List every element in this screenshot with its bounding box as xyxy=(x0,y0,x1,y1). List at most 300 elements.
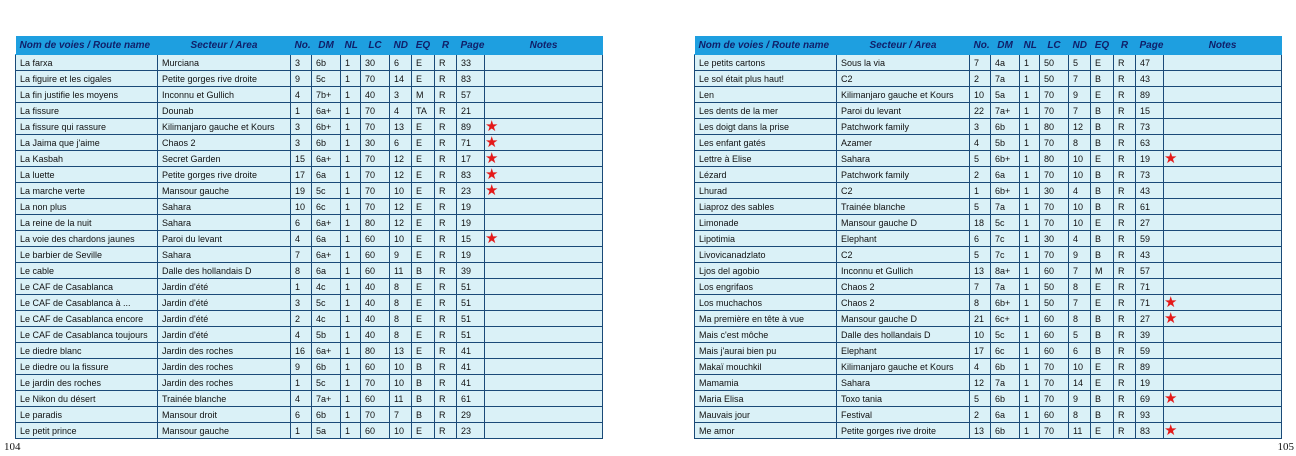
cell-name: Le barbier de Seville xyxy=(16,247,158,263)
cell-page: 41 xyxy=(457,359,485,375)
cell-nl: 1 xyxy=(1020,391,1040,407)
cell-page: 41 xyxy=(457,375,485,391)
col-header-nd: ND xyxy=(1069,37,1091,55)
cell-r: R xyxy=(435,55,457,71)
cell-r: R xyxy=(435,423,457,439)
cell-area: Sahara xyxy=(158,247,291,263)
cell-no: 10 xyxy=(291,199,312,215)
star-icon: ★ xyxy=(485,182,499,199)
cell-dm: 6a xyxy=(312,231,341,247)
col-header-name: Nom de voies / Route name xyxy=(695,37,837,55)
cell-page: 61 xyxy=(1136,199,1164,215)
star-icon: ★ xyxy=(485,150,499,167)
table-row xyxy=(16,231,603,247)
star-icon: ★ xyxy=(485,134,499,151)
cell-name: La Kasbah xyxy=(16,151,158,167)
cell-area: Jardin des roches xyxy=(158,375,291,391)
cell-dm: 6a+ xyxy=(312,103,341,119)
table-row xyxy=(16,263,603,279)
cell-dm: 5a xyxy=(991,87,1020,103)
table-row xyxy=(16,119,603,135)
cell-page: 93 xyxy=(1136,407,1164,423)
cell-page: 23 xyxy=(457,183,485,199)
cell-dm: 4c xyxy=(312,279,341,295)
table-row xyxy=(16,71,603,87)
table-row xyxy=(695,167,1282,183)
cell-nd: 12 xyxy=(1069,119,1091,135)
cell-dm: 5b xyxy=(991,135,1020,151)
cell-nl: 1 xyxy=(341,407,361,423)
cell-nd: 9 xyxy=(1069,391,1091,407)
cell-r: R xyxy=(1114,103,1136,119)
cell-notes xyxy=(1164,407,1282,423)
table-row xyxy=(695,359,1282,375)
cell-nl: 1 xyxy=(1020,167,1040,183)
cell-no: 4 xyxy=(970,135,991,151)
cell-nd: 9 xyxy=(1069,247,1091,263)
cell-page: 19 xyxy=(457,247,485,263)
cell-lc: 70 xyxy=(361,375,390,391)
cell-area: Kilimanjaro gauche et Kours xyxy=(837,87,970,103)
table-row xyxy=(16,311,603,327)
cell-area: Sahara xyxy=(837,151,970,167)
cell-dm: 6b+ xyxy=(991,151,1020,167)
cell-notes xyxy=(1164,263,1282,279)
cell-eq: B xyxy=(1091,247,1114,263)
cell-no: 3 xyxy=(291,55,312,71)
cell-name: Les dents de la mer xyxy=(695,103,837,119)
cell-nd: 10 xyxy=(390,359,412,375)
cell-lc: 70 xyxy=(361,183,390,199)
cell-no: 13 xyxy=(970,423,991,439)
cell-page: 19 xyxy=(1136,151,1164,167)
cell-dm: 6c xyxy=(312,199,341,215)
cell-nd: 14 xyxy=(1069,375,1091,391)
cell-r: R xyxy=(435,215,457,231)
cell-page: 51 xyxy=(457,295,485,311)
cell-eq: M xyxy=(412,87,435,103)
cell-r: R xyxy=(1114,151,1136,167)
cell-area: Petite gorges rive droite xyxy=(158,167,291,183)
cell-r: R xyxy=(435,343,457,359)
cell-dm: 6a xyxy=(991,167,1020,183)
cell-nl: 1 xyxy=(1020,199,1040,215)
cell-page: 23 xyxy=(457,423,485,439)
cell-area: Festival xyxy=(837,407,970,423)
table-row xyxy=(695,311,1282,327)
cell-no: 9 xyxy=(291,71,312,87)
cell-no: 17 xyxy=(970,343,991,359)
star-icon: ★ xyxy=(485,166,499,183)
cell-dm: 6a+ xyxy=(312,151,341,167)
cell-notes xyxy=(485,311,603,327)
cell-page: 39 xyxy=(457,263,485,279)
cell-lc: 70 xyxy=(1040,215,1069,231)
col-header-no: No. xyxy=(970,37,991,55)
cell-r: R xyxy=(1114,247,1136,263)
cell-eq: B xyxy=(1091,119,1114,135)
cell-nd: 12 xyxy=(390,215,412,231)
cell-nd: 8 xyxy=(390,279,412,295)
cell-eq: E xyxy=(412,231,435,247)
cell-notes xyxy=(1164,423,1282,439)
cell-eq: E xyxy=(1091,87,1114,103)
col-header-page: Page xyxy=(457,37,485,55)
cell-area: Murciana xyxy=(158,55,291,71)
cell-no: 15 xyxy=(291,151,312,167)
cell-page: 15 xyxy=(1136,103,1164,119)
cell-page: 57 xyxy=(457,87,485,103)
cell-no: 3 xyxy=(970,119,991,135)
cell-lc: 70 xyxy=(1040,199,1069,215)
cell-notes xyxy=(1164,199,1282,215)
cell-nd: 7 xyxy=(390,407,412,423)
cell-name: Lipotimia xyxy=(695,231,837,247)
cell-area: Azamer xyxy=(837,135,970,151)
cell-r: R xyxy=(435,167,457,183)
table-row xyxy=(695,423,1282,439)
cell-no: 8 xyxy=(291,263,312,279)
cell-area: Mansour gauche xyxy=(158,183,291,199)
cell-no: 1 xyxy=(291,423,312,439)
cell-page: 71 xyxy=(1136,295,1164,311)
cell-page: 29 xyxy=(457,407,485,423)
cell-nd: 10 xyxy=(390,423,412,439)
cell-lc: 30 xyxy=(361,55,390,71)
cell-name: Maria Elisa xyxy=(695,391,837,407)
cell-dm: 6b xyxy=(991,391,1020,407)
cell-name: La fin justifie les moyens xyxy=(16,87,158,103)
cell-area: Sous la via xyxy=(837,55,970,71)
cell-area: Jardin d'été xyxy=(158,327,291,343)
cell-dm: 7a xyxy=(991,279,1020,295)
cell-nd: 4 xyxy=(1069,231,1091,247)
cell-lc: 80 xyxy=(1040,119,1069,135)
cell-area: Toxo tania xyxy=(837,391,970,407)
cell-nd: 10 xyxy=(1069,167,1091,183)
cell-r: R xyxy=(1114,119,1136,135)
cell-no: 10 xyxy=(970,327,991,343)
col-header-dm: DM xyxy=(312,37,341,55)
cell-notes xyxy=(485,119,603,135)
cell-page: 19 xyxy=(457,215,485,231)
cell-lc: 50 xyxy=(1040,279,1069,295)
cell-r: R xyxy=(1114,375,1136,391)
cell-r: R xyxy=(435,359,457,375)
cell-nl: 1 xyxy=(1020,55,1040,71)
star-icon: ★ xyxy=(1164,390,1178,407)
cell-eq: E xyxy=(412,327,435,343)
cell-nd: 8 xyxy=(1069,311,1091,327)
cell-nl: 1 xyxy=(341,327,361,343)
col-header-nl: NL xyxy=(341,37,361,55)
cell-dm: 5c xyxy=(312,375,341,391)
cell-area: Jardin d'été xyxy=(158,311,291,327)
cell-lc: 70 xyxy=(1040,391,1069,407)
cell-notes xyxy=(485,407,603,423)
cell-page: 71 xyxy=(457,135,485,151)
cell-r: R xyxy=(435,71,457,87)
cell-lc: 60 xyxy=(1040,407,1069,423)
cell-nd: 9 xyxy=(390,247,412,263)
cell-dm: 7a+ xyxy=(312,391,341,407)
cell-name: Me amor xyxy=(695,423,837,439)
cell-eq: E xyxy=(412,119,435,135)
cell-nl: 1 xyxy=(341,87,361,103)
cell-dm: 7a+ xyxy=(991,103,1020,119)
cell-eq: E xyxy=(412,215,435,231)
cell-nd: 8 xyxy=(390,311,412,327)
cell-notes xyxy=(485,103,603,119)
cell-nd: 8 xyxy=(1069,279,1091,295)
cell-no: 6 xyxy=(970,231,991,247)
cell-nd: 12 xyxy=(390,167,412,183)
cell-nd: 5 xyxy=(1069,55,1091,71)
cell-name: Limonade xyxy=(695,215,837,231)
cell-r: R xyxy=(435,263,457,279)
cell-page: 51 xyxy=(457,279,485,295)
cell-nd: 12 xyxy=(390,199,412,215)
cell-dm: 6c xyxy=(991,343,1020,359)
cell-eq: B xyxy=(1091,327,1114,343)
cell-name: Lézard xyxy=(695,167,837,183)
cell-no: 1 xyxy=(970,183,991,199)
table-row xyxy=(695,407,1282,423)
col-header-eq: EQ xyxy=(1091,37,1114,55)
cell-dm: 8a+ xyxy=(991,263,1020,279)
cell-lc: 60 xyxy=(1040,263,1069,279)
cell-notes xyxy=(1164,327,1282,343)
cell-page: 83 xyxy=(1136,423,1164,439)
cell-eq: B xyxy=(412,263,435,279)
cell-area: Petite gorges rive droite xyxy=(837,423,970,439)
cell-name: Le CAF de Casablanca xyxy=(16,279,158,295)
cell-r: R xyxy=(435,311,457,327)
cell-dm: 5c xyxy=(991,327,1020,343)
col-header-nl: NL xyxy=(1020,37,1040,55)
cell-name: La fissure xyxy=(16,103,158,119)
col-header-lc: LC xyxy=(361,37,390,55)
cell-area: Petite gorges rive droite xyxy=(158,71,291,87)
cell-nd: 8 xyxy=(1069,135,1091,151)
cell-nl: 1 xyxy=(341,263,361,279)
col-header-notes: Notes xyxy=(485,37,603,55)
cell-name: La reine de la nuit xyxy=(16,215,158,231)
cell-notes xyxy=(1164,295,1282,311)
cell-name: Le CAF de Casablanca à ... xyxy=(16,295,158,311)
cell-name: Les doigt dans la prise xyxy=(695,119,837,135)
cell-lc: 70 xyxy=(1040,167,1069,183)
cell-eq: E xyxy=(412,55,435,71)
cell-page: 17 xyxy=(457,151,485,167)
table-row xyxy=(16,183,603,199)
cell-dm: 7a xyxy=(991,71,1020,87)
cell-nl: 1 xyxy=(341,247,361,263)
cell-lc: 60 xyxy=(1040,311,1069,327)
cell-dm: 7a xyxy=(991,375,1020,391)
table-row xyxy=(695,295,1282,311)
cell-notes xyxy=(1164,311,1282,327)
cell-eq: B xyxy=(1091,71,1114,87)
cell-eq: E xyxy=(412,199,435,215)
table-row xyxy=(695,279,1282,295)
cell-eq: TA xyxy=(412,103,435,119)
cell-name: Le CAF de Casablanca encore xyxy=(16,311,158,327)
cell-nd: 14 xyxy=(390,71,412,87)
cell-notes xyxy=(485,87,603,103)
table-row xyxy=(16,247,603,263)
cell-nl: 1 xyxy=(1020,343,1040,359)
cell-page: 39 xyxy=(1136,327,1164,343)
cell-nl: 1 xyxy=(1020,407,1040,423)
cell-no: 5 xyxy=(970,391,991,407)
cell-notes xyxy=(485,231,603,247)
cell-page: 83 xyxy=(457,167,485,183)
cell-nl: 1 xyxy=(1020,375,1040,391)
cell-name: La non plus xyxy=(16,199,158,215)
cell-name: Len xyxy=(695,87,837,103)
col-header-nd: ND xyxy=(390,37,412,55)
cell-r: R xyxy=(1114,311,1136,327)
cell-area: Mansour gauche D xyxy=(837,215,970,231)
cell-no: 3 xyxy=(291,135,312,151)
cell-notes xyxy=(485,183,603,199)
cell-dm: 6b xyxy=(991,119,1020,135)
cell-page: 47 xyxy=(1136,55,1164,71)
table-row xyxy=(695,327,1282,343)
cell-lc: 80 xyxy=(1040,151,1069,167)
cell-nd: 10 xyxy=(1069,215,1091,231)
cell-page: 51 xyxy=(457,311,485,327)
cell-page: 15 xyxy=(457,231,485,247)
cell-nd: 8 xyxy=(1069,407,1091,423)
cell-notes xyxy=(1164,375,1282,391)
table-row xyxy=(695,119,1282,135)
cell-nd: 11 xyxy=(390,391,412,407)
table-row xyxy=(695,183,1282,199)
table-header-row xyxy=(16,37,603,55)
cell-dm: 6b xyxy=(312,55,341,71)
cell-dm: 6b xyxy=(312,135,341,151)
star-icon: ★ xyxy=(485,230,499,247)
cell-nd: 10 xyxy=(390,183,412,199)
cell-name: Le CAF de Casablanca toujours xyxy=(16,327,158,343)
cell-eq: E xyxy=(412,423,435,439)
cell-page: 61 xyxy=(457,391,485,407)
cell-no: 13 xyxy=(970,263,991,279)
col-header-r: R xyxy=(435,37,457,55)
cell-notes xyxy=(485,391,603,407)
cell-notes xyxy=(1164,183,1282,199)
cell-notes xyxy=(485,359,603,375)
cell-page: 73 xyxy=(1136,119,1164,135)
cell-name: Lhurad xyxy=(695,183,837,199)
cell-page: 89 xyxy=(457,119,485,135)
cell-r: R xyxy=(1114,199,1136,215)
cell-nd: 3 xyxy=(390,87,412,103)
cell-lc: 60 xyxy=(361,391,390,407)
cell-r: R xyxy=(1114,279,1136,295)
cell-notes xyxy=(485,215,603,231)
cell-lc: 70 xyxy=(1040,103,1069,119)
cell-eq: B xyxy=(1091,167,1114,183)
cell-no: 2 xyxy=(291,311,312,327)
cell-eq: B xyxy=(412,359,435,375)
cell-no: 2 xyxy=(970,71,991,87)
star-icon: ★ xyxy=(1164,310,1178,327)
cell-dm: 6b xyxy=(991,359,1020,375)
cell-nd: 7 xyxy=(1069,71,1091,87)
cell-r: R xyxy=(435,375,457,391)
cell-nd: 12 xyxy=(390,151,412,167)
cell-r: R xyxy=(1114,231,1136,247)
cell-no: 7 xyxy=(291,247,312,263)
star-icon: ★ xyxy=(1164,422,1178,439)
cell-area: Chaos 2 xyxy=(837,295,970,311)
cell-nd: 6 xyxy=(390,135,412,151)
cell-notes xyxy=(1164,103,1282,119)
cell-nl: 1 xyxy=(1020,135,1040,151)
cell-nd: 7 xyxy=(1069,263,1091,279)
cell-name: Ma première en tête à vue xyxy=(695,311,837,327)
cell-page: 33 xyxy=(457,55,485,71)
cell-area: Paroi du levant xyxy=(837,103,970,119)
table-row xyxy=(16,423,603,439)
cell-page: 59 xyxy=(1136,231,1164,247)
cell-eq: E xyxy=(412,167,435,183)
cell-nl: 1 xyxy=(341,343,361,359)
cell-r: R xyxy=(435,327,457,343)
cell-r: R xyxy=(435,87,457,103)
cell-lc: 60 xyxy=(361,359,390,375)
cell-page: 21 xyxy=(457,103,485,119)
cell-nd: 6 xyxy=(390,55,412,71)
cell-area: Trainée blanche xyxy=(158,391,291,407)
cell-dm: 5c xyxy=(312,295,341,311)
cell-area: Sahara xyxy=(837,375,970,391)
cell-notes xyxy=(1164,71,1282,87)
cell-nl: 1 xyxy=(1020,119,1040,135)
cell-no: 3 xyxy=(291,119,312,135)
cell-nl: 1 xyxy=(341,231,361,247)
cell-name: Los muchachos xyxy=(695,295,837,311)
cell-nl: 1 xyxy=(1020,151,1040,167)
table-body-right xyxy=(695,55,1282,439)
cell-area: Elephant xyxy=(837,343,970,359)
cell-r: R xyxy=(1114,263,1136,279)
col-header-page: Page xyxy=(1136,37,1164,55)
table-row xyxy=(695,247,1282,263)
cell-nl: 1 xyxy=(341,375,361,391)
cell-page: 73 xyxy=(1136,167,1164,183)
cell-notes xyxy=(1164,231,1282,247)
cell-eq: B xyxy=(1091,103,1114,119)
cell-r: R xyxy=(435,231,457,247)
col-header-area: Secteur / Area xyxy=(158,37,291,55)
cell-page: 63 xyxy=(1136,135,1164,151)
cell-nl: 1 xyxy=(1020,359,1040,375)
cell-eq: E xyxy=(412,311,435,327)
cell-area: Jardin des roches xyxy=(158,359,291,375)
cell-nl: 1 xyxy=(341,119,361,135)
cell-name: La fissure qui rassure xyxy=(16,119,158,135)
cell-r: R xyxy=(1114,343,1136,359)
cell-r: R xyxy=(1114,423,1136,439)
cell-dm: 7c xyxy=(991,247,1020,263)
cell-lc: 70 xyxy=(361,199,390,215)
cell-nl: 1 xyxy=(341,183,361,199)
cell-notes xyxy=(1164,135,1282,151)
